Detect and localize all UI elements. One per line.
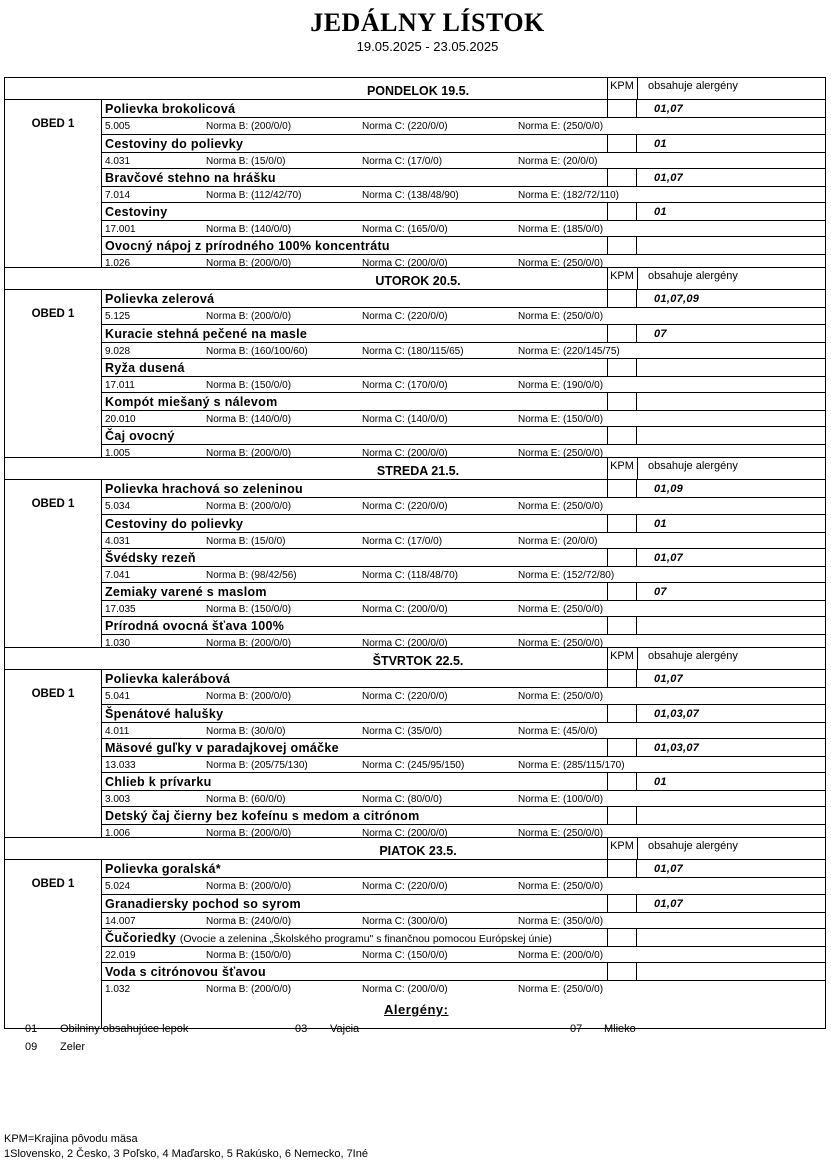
norm-c: Norma C: (220/0/0) (362, 311, 448, 322)
dish-title: Čučoriedky (105, 931, 177, 945)
dish-title: Cestoviny do polievky (105, 137, 244, 151)
kpm-header: KPM (610, 650, 634, 662)
kpm-cell (607, 203, 637, 220)
kpm-cell (607, 583, 637, 600)
dish-row (101, 860, 825, 894)
day-header (5, 268, 825, 290)
dish-code: 5.024 (105, 881, 131, 892)
day-header (5, 458, 825, 480)
norm-e: Norma E: (200/0/0) (518, 950, 604, 961)
norm-b: Norma B: (200/0/0) (206, 691, 292, 702)
norm-e: Norma E: (182/72/110) (518, 190, 619, 201)
dish-row (101, 962, 825, 996)
norm-b: Norma B: (150/0/0) (206, 380, 292, 391)
dish-code: 5.034 (105, 501, 131, 512)
kpm-header: KPM (610, 840, 634, 852)
norm-b: Norma B: (140/0/0) (206, 224, 292, 235)
norm-e: Norma E: (45/0/0) (518, 726, 598, 737)
legend-code-03: 03 (295, 1023, 308, 1035)
dish-name (105, 517, 243, 531)
norm-e: Norma E: (185/0/0) (518, 224, 604, 235)
norm-e: Norma E: (152/72/80) (518, 570, 615, 581)
norm-c: Norma C: (220/0/0) (362, 501, 448, 512)
dish-row (101, 480, 825, 514)
dish-code: 5.005 (105, 121, 131, 132)
kpm-cell (607, 929, 637, 946)
day-name: ŠTVRTOK 22.5. (372, 654, 464, 668)
dish-info-row (101, 722, 825, 739)
dish-title: Bravčové stehno na hrášku (105, 171, 276, 185)
page-title: JEDÁLNY LÍSTOK (310, 8, 545, 37)
norm-c: Norma C: (220/0/0) (362, 881, 448, 892)
norm-e: Norma E: (250/0/0) (518, 828, 604, 839)
dish-title: Polievka hrachová so zeleninou (105, 482, 303, 496)
kpm-cell (607, 393, 637, 410)
norm-e: Norma E: (20/0/0) (518, 536, 598, 547)
dish-allergens: 01,03,07 (654, 742, 700, 754)
norm-b: Norma B: (205/75/130) (206, 760, 308, 771)
meal-label: OBED 1 (31, 498, 75, 510)
dish-row (101, 704, 825, 738)
norm-b: Norma B: (150/0/0) (206, 950, 292, 961)
dish-title: Kompót miešaný s nálevom (105, 395, 278, 409)
norm-c: Norma C: (170/0/0) (362, 380, 448, 391)
norm-e: Norma E: (350/0/0) (518, 916, 604, 927)
norm-e: Norma E: (250/0/0) (518, 448, 604, 459)
kpm-cell (607, 549, 637, 566)
day-header (5, 838, 825, 860)
dish-info-row (101, 912, 825, 929)
norm-b: Norma B: (15/0/0) (206, 156, 286, 167)
dish-title: Granadiersky pochod so syrom (105, 897, 301, 911)
norm-c: Norma C: (35/0/0) (362, 726, 443, 737)
dish-info-row (101, 980, 825, 997)
norm-b: Norma B: (200/0/0) (206, 638, 292, 649)
dish-title: Ovocný nápoj z prírodného 100% koncentrátu (105, 239, 390, 253)
dish-name (105, 395, 278, 409)
norm-e: Norma E: (250/0/0) (518, 691, 604, 702)
kpm-cell (607, 739, 637, 756)
dish-code: 4.031 (105, 156, 131, 167)
dish-title: Zemiaky varené s maslom (105, 585, 267, 599)
legend-label-01: Obilniny obsahujúce lepok (60, 1023, 189, 1035)
dish-row (101, 202, 825, 236)
dish-name (105, 102, 235, 116)
dish-allergens: 01,07 (654, 103, 684, 115)
norm-b: Norma B: (200/0/0) (206, 121, 292, 132)
norm-e: Norma E: (250/0/0) (518, 311, 604, 322)
dish-info-row (101, 600, 825, 617)
norm-b: Norma B: (200/0/0) (206, 984, 292, 995)
norm-e: Norma E: (250/0/0) (518, 881, 604, 892)
norm-c: Norma C: (180/115/65) (362, 346, 464, 357)
dish-title: Chlieb k prívarku (105, 775, 212, 789)
day-block (5, 648, 825, 838)
kpm-header: KPM (610, 80, 634, 92)
dish-name (105, 741, 339, 755)
dish-allergens: 01 (654, 138, 667, 150)
norm-e: Norma E: (250/0/0) (518, 638, 604, 649)
kpm-cell (607, 705, 637, 722)
dish-row (101, 392, 825, 426)
dish-allergens: 07 (654, 328, 667, 340)
day-block (5, 458, 825, 648)
dish-row (101, 324, 825, 358)
dish-name (105, 775, 212, 789)
kpm-cell (607, 895, 637, 912)
dish-code: 14.007 (105, 916, 136, 927)
norm-c: Norma C: (300/0/0) (362, 916, 448, 927)
dish-code: 7.014 (105, 190, 131, 201)
dish-title: Čaj ovocný (105, 429, 175, 443)
kpm-cell (607, 427, 637, 444)
allergens-header: obsahuje alergény (648, 840, 738, 852)
day-header (5, 648, 825, 670)
dish-name (105, 482, 303, 496)
norm-c: Norma C: (245/95/150) (362, 760, 465, 771)
dish-info-row (101, 497, 825, 514)
norm-c: Norma C: (17/0/0) (362, 156, 443, 167)
day-name: PIATOK 23.5. (379, 844, 457, 858)
norm-e: Norma E: (250/0/0) (518, 121, 604, 132)
norm-b: Norma B: (60/0/0) (206, 794, 286, 805)
kpm-cell (607, 773, 637, 790)
dish-allergens: 01,07 (654, 673, 684, 685)
dish-code: 1.006 (105, 828, 131, 839)
norm-b: Norma B: (98/42/56) (206, 570, 297, 581)
dish-info-row (101, 220, 825, 237)
dish-info-row (101, 117, 825, 134)
meal-label: OBED 1 (31, 118, 75, 130)
dish-name (105, 137, 243, 151)
kpm-cell (607, 290, 637, 307)
norm-b: Norma B: (112/42/70) (206, 190, 302, 201)
dish-info-row (101, 376, 825, 393)
norm-b: Norma B: (240/0/0) (206, 916, 292, 927)
dish-row (101, 100, 825, 134)
dish-allergens: 01,07 (654, 863, 684, 875)
dish-row (101, 894, 825, 928)
dish-row (101, 358, 825, 392)
divider (637, 458, 638, 479)
dish-row (101, 738, 825, 772)
dish-row (101, 290, 825, 324)
norm-e: Norma E: (20/0/0) (518, 156, 598, 167)
norm-c: Norma C: (220/0/0) (362, 691, 448, 702)
dish-name (105, 292, 214, 306)
dish-title: Špenátové halušky (105, 707, 224, 721)
kpm-cell (607, 860, 637, 877)
dish-info-row (101, 186, 825, 203)
norm-b: Norma B: (200/0/0) (206, 881, 292, 892)
dish-title: Polievka kalerábová (105, 672, 231, 686)
meal-label: OBED 1 (31, 878, 75, 890)
kpm-cell (607, 100, 637, 117)
dish-title: Mäsové guľky v paradajkovej omáčke (105, 741, 339, 755)
dish-allergens: 01 (654, 776, 667, 788)
dish-info-row (101, 687, 825, 704)
norm-c: Norma C: (80/0/0) (362, 794, 443, 805)
dish-code: 1.032 (105, 984, 131, 995)
dish-name (105, 551, 196, 565)
kpm-cell (607, 963, 637, 980)
kpm-cell (607, 169, 637, 186)
dish-code: 4.031 (105, 536, 131, 547)
norm-b: Norma B: (160/100/60) (206, 346, 308, 357)
norm-b: Norma B: (200/0/0) (206, 311, 292, 322)
legend-code-09: 09 (25, 1041, 38, 1053)
dish-code: 22.019 (105, 950, 136, 961)
legend-title: Alergény: (384, 1002, 449, 1017)
dish-title: Prírodná ovocná šťava 100% (105, 619, 285, 633)
dish-row (101, 582, 825, 616)
norm-e: Norma E: (250/0/0) (518, 501, 604, 512)
norm-b: Norma B: (15/0/0) (206, 536, 286, 547)
day-name: PONDELOK 19.5. (366, 84, 470, 98)
dish-name (105, 361, 185, 375)
date-range: 19.05.2025 - 23.05.2025 (356, 39, 499, 54)
meal-label: OBED 1 (31, 688, 75, 700)
dish-name (105, 707, 223, 721)
norm-e: Norma E: (285/115/170) (518, 760, 625, 771)
day-header (5, 78, 825, 100)
norm-b: Norma B: (150/0/0) (206, 604, 292, 615)
kpm-header: KPM (610, 460, 634, 472)
norm-c: Norma C: (118/48/70) (362, 570, 458, 581)
norm-c: Norma C: (200/0/0) (362, 448, 448, 459)
day-block (5, 268, 825, 458)
dish-title: Voda s citrónovou šťavou (105, 965, 266, 979)
norm-c: Norma C: (200/0/0) (362, 604, 448, 615)
legend-code-01: 01 (25, 1023, 38, 1035)
day-name: STREDA 21.5. (376, 464, 460, 478)
norm-c: Norma C: (150/0/0) (362, 950, 448, 961)
norm-c: Norma C: (200/0/0) (362, 258, 448, 269)
dish-allergens: 01,07 (654, 898, 684, 910)
dish-note: (Ovocie a zelenina „Školského programu" s finančnou pomocou Európskej únie) (179, 933, 552, 945)
kpm-cell (607, 480, 637, 497)
norm-c: Norma C: (17/0/0) (362, 536, 443, 547)
divider (637, 838, 638, 859)
dish-info-row (101, 342, 825, 359)
dish-name (105, 862, 221, 876)
norm-e: Norma E: (250/0/0) (518, 984, 604, 995)
dish-code: 3.003 (105, 794, 131, 805)
day-block (5, 838, 825, 1028)
kpm-cell (607, 237, 637, 254)
dish-code: 4.011 (105, 726, 130, 737)
dish-row (101, 236, 825, 270)
dish-title: Ryža dusená (105, 361, 185, 375)
dish-code: 17.011 (105, 380, 135, 391)
norm-b: Norma B: (200/0/0) (206, 828, 292, 839)
dish-code: 1.005 (105, 448, 131, 459)
dish-name (105, 239, 390, 253)
dish-info-row (101, 307, 825, 324)
dish-info-row (101, 790, 825, 807)
divider (637, 268, 638, 289)
dish-code: 7.041 (105, 570, 131, 581)
norm-e: Norma E: (190/0/0) (518, 380, 604, 391)
dish-allergens: 01,07 (654, 172, 684, 184)
dish-name (105, 327, 307, 341)
dish-code: 5.125 (105, 311, 131, 322)
dish-row (101, 548, 825, 582)
norm-b: Norma B: (200/0/0) (206, 501, 292, 512)
meal-label: OBED 1 (31, 308, 75, 320)
dish-title: Detský čaj čierny bez kofeínu s medom a citrónom (105, 809, 420, 823)
dish-info-row (101, 877, 825, 894)
dish-code: 1.030 (105, 638, 131, 649)
dish-title: Švédsky rezeň (105, 551, 196, 565)
dish-name (105, 931, 552, 945)
dish-title: Kuracie stehná pečené na masle (105, 327, 308, 341)
dish-code: 1.026 (105, 258, 131, 269)
dish-row (101, 514, 825, 548)
legend-label-03: Vajcia (330, 1023, 360, 1035)
dish-title: Cestoviny do polievky (105, 517, 244, 531)
dish-title: Polievka zelerová (105, 292, 215, 306)
allergens-header: obsahuje alergény (648, 80, 738, 92)
norm-e: Norma E: (100/0/0) (518, 794, 604, 805)
dish-code: 17.001 (105, 224, 136, 235)
norm-c: Norma C: (138/48/90) (362, 190, 459, 201)
day-block (5, 78, 825, 268)
norm-c: Norma C: (200/0/0) (362, 828, 448, 839)
dish-title: Polievka goralská* (105, 862, 221, 876)
dish-code: 9.028 (105, 346, 131, 357)
dish-name (105, 965, 266, 979)
dish-row (101, 670, 825, 704)
dish-allergens: 01,09 (654, 483, 684, 495)
kpm-cell (607, 807, 637, 824)
norm-c: Norma C: (200/0/0) (362, 638, 448, 649)
norm-e: Norma E: (250/0/0) (518, 258, 604, 269)
day-name: UTOROK 20.5. (375, 274, 461, 288)
dish-allergens: 01,07,09 (654, 293, 700, 305)
dish-allergens: 01 (654, 206, 667, 218)
dish-allergens: 01,03,07 (654, 708, 700, 720)
divider (637, 648, 638, 669)
norm-c: Norma C: (200/0/0) (362, 984, 448, 995)
dish-allergens: 01 (654, 518, 667, 530)
dish-info-row (101, 532, 825, 549)
divider (637, 78, 638, 99)
dish-row (101, 134, 825, 168)
allergens-header: obsahuje alergény (648, 460, 738, 472)
dish-allergens: 07 (654, 586, 667, 598)
legend-code-07: 07 (570, 1023, 583, 1035)
dish-title: Cestoviny (105, 205, 168, 219)
norm-e: Norma E: (220/145/75) (518, 346, 620, 357)
dish-row (101, 616, 825, 650)
dish-name (105, 585, 267, 599)
allergens-header: obsahuje alergény (648, 650, 738, 662)
dish-name (105, 619, 284, 633)
norm-b: Norma B: (200/0/0) (206, 258, 292, 269)
dish-code: 13.033 (105, 760, 136, 771)
norm-c: Norma C: (220/0/0) (362, 121, 448, 132)
dish-info-row (101, 946, 825, 963)
dish-name (105, 171, 276, 185)
kpm-cell (607, 135, 637, 152)
dish-row (101, 928, 825, 962)
dish-row (101, 806, 825, 840)
menu-table (4, 77, 826, 1029)
dish-info-row (101, 566, 825, 583)
kpm-cell (607, 515, 637, 532)
allergens-header: obsahuje alergény (648, 270, 738, 282)
dish-name (105, 672, 230, 686)
kpm-note: KPM=Krajina pôvodu mäsa (4, 1133, 138, 1145)
dish-code: 5.041 (105, 691, 131, 702)
dish-allergens: 01,07 (654, 552, 684, 564)
dish-info-row (101, 756, 825, 773)
dish-info-row (101, 152, 825, 169)
legend-label-07: Mlieko (604, 1023, 636, 1035)
legend-label-09: Zeler (60, 1041, 86, 1053)
dish-code: 20.010 (105, 414, 136, 425)
dish-name (105, 809, 420, 823)
norm-b: Norma B: (30/0/0) (206, 726, 286, 737)
dish-code: 17.035 (105, 604, 136, 615)
dish-title: Polievka brokolicová (105, 102, 236, 116)
kpm-header: KPM (610, 270, 634, 282)
kpm-cell (607, 670, 637, 687)
norm-e: Norma E: (250/0/0) (518, 604, 604, 615)
country-list: 1Slovensko, 2 Česko, 3 Poľsko, 4 Maďarsko, 5 Rakúsko, 6 Nemecko, 7Iné (4, 1148, 368, 1160)
norm-c: Norma C: (165/0/0) (362, 224, 448, 235)
kpm-cell (607, 359, 637, 376)
kpm-cell (607, 325, 637, 342)
dish-info-row (101, 410, 825, 427)
kpm-cell (607, 617, 637, 634)
norm-e: Norma E: (150/0/0) (518, 414, 604, 425)
norm-b: Norma B: (140/0/0) (206, 414, 292, 425)
dish-row (101, 772, 825, 806)
dish-name (105, 429, 175, 443)
norm-c: Norma C: (140/0/0) (362, 414, 448, 425)
dish-name (105, 205, 167, 219)
dish-row (101, 168, 825, 202)
dish-row (101, 426, 825, 460)
norm-b: Norma B: (200/0/0) (206, 448, 292, 459)
dish-name (105, 897, 301, 911)
